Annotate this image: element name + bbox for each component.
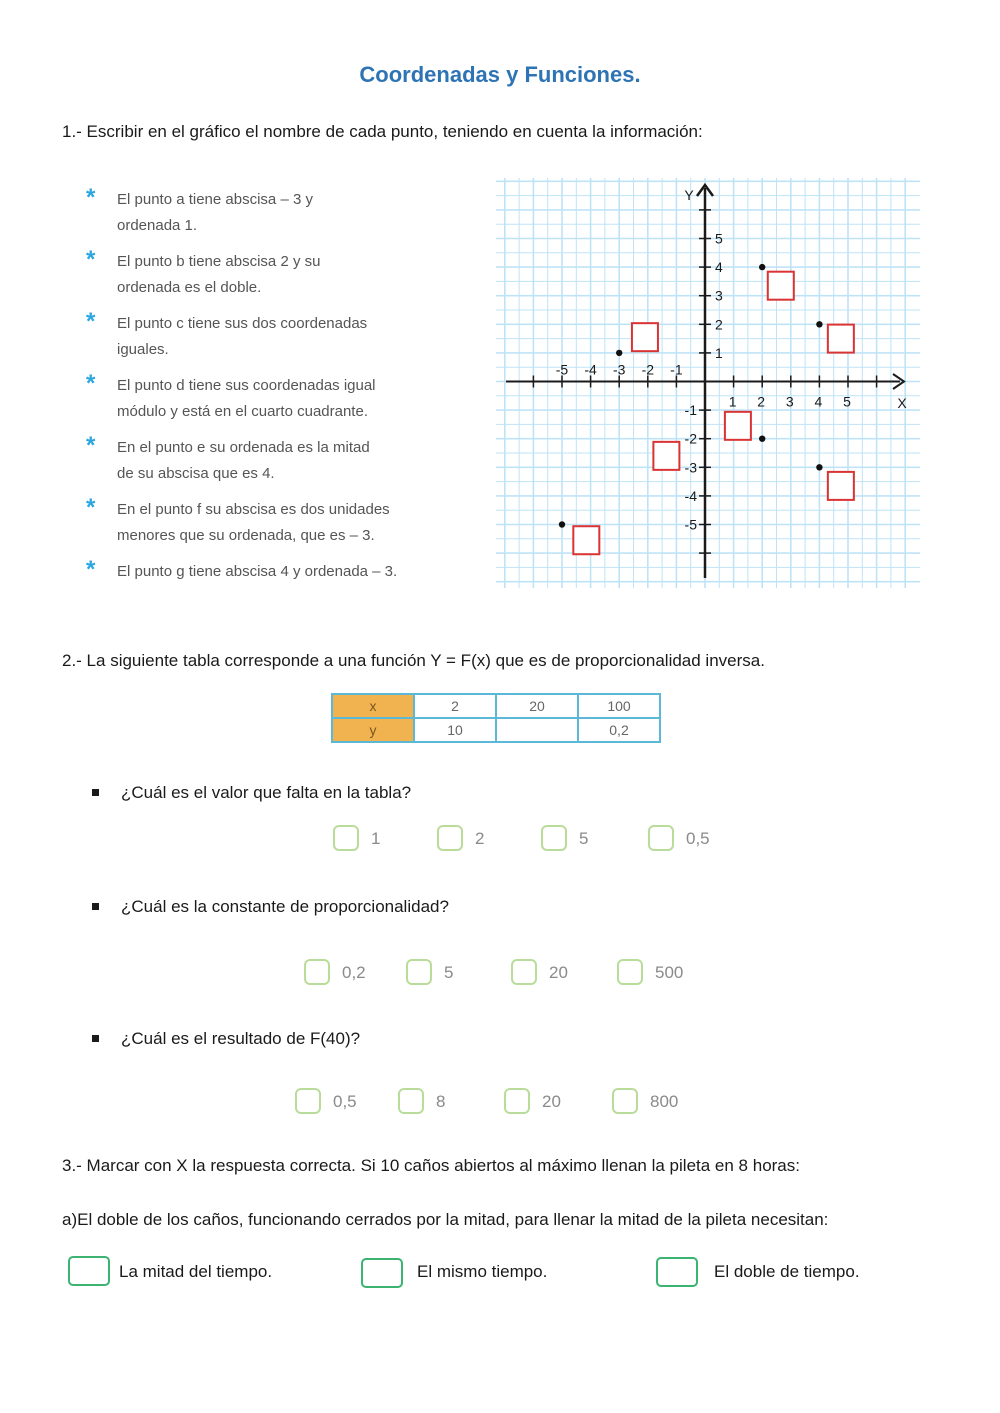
answer-box[interactable] <box>653 442 679 470</box>
point <box>759 264 765 270</box>
q2-question-3: ¿Cuál es el resultado de F(40)? <box>121 1029 361 1048</box>
bullet-icon <box>92 903 99 910</box>
option-label: 0,5 <box>333 1092 357 1111</box>
option-checkbox[interactable] <box>612 1088 638 1114</box>
x-tick-label: -1 <box>670 361 683 378</box>
q2-prompt: 2.- La siguiente tabla corresponde a una función Y = F(x) que es de proporcionalidad inversa. <box>62 651 765 670</box>
option-label: 2 <box>475 829 485 848</box>
q3-sub-prompt: a)El doble de los caños, funcionando cerrados por la mitad, para llenar la mitad de la pileta necesitan: <box>62 1210 829 1229</box>
q3-option-checkbox[interactable] <box>361 1258 403 1288</box>
x-tick-label: -2 <box>641 361 655 378</box>
star-icon: * <box>86 184 96 211</box>
clue-line: En el punto f su abscisa es dos unidades <box>117 501 390 518</box>
option-checkbox[interactable] <box>398 1088 424 1114</box>
option-label: 20 <box>542 1092 561 1111</box>
clue-line: El punto d tiene sus coordenadas igual <box>117 377 376 394</box>
star-icon: * <box>86 308 96 335</box>
option-checkbox[interactable] <box>617 959 643 985</box>
clue-line: ordenada 1. <box>117 217 198 234</box>
q3-option-label: La mitad del tiempo. <box>119 1262 273 1281</box>
clue-line: En el punto e su ordenada es la mitad <box>117 439 370 456</box>
y-tick-label: -4 <box>684 487 697 504</box>
q3-option-checkbox[interactable] <box>68 1256 110 1286</box>
x-tick-label: -3 <box>612 361 626 378</box>
point <box>616 350 622 356</box>
x-tick-label: -5 <box>555 361 569 378</box>
q3-option-label: El mismo tiempo. <box>417 1262 548 1281</box>
missing-value-cell <box>496 718 578 742</box>
q3-option-checkbox[interactable] <box>656 1257 698 1287</box>
page-title: Coordenadas y Funciones. <box>359 62 641 87</box>
x-tick-label: 5 <box>843 393 851 410</box>
y-tick-label: 5 <box>715 230 723 247</box>
x-tick-label: 3 <box>785 393 794 410</box>
star-icon: * <box>86 556 96 583</box>
clue-line: de su abscisa que es 4. <box>117 465 275 482</box>
q2-question-2: ¿Cuál es la constante de proporcionalidad? <box>121 897 449 916</box>
y-tick-label: 2 <box>715 316 723 333</box>
table-cell: 100 <box>578 694 660 718</box>
answer-box[interactable] <box>725 412 751 440</box>
clue-line: iguales. <box>117 341 169 358</box>
option-checkbox[interactable] <box>648 825 674 851</box>
answer-box[interactable] <box>768 272 794 300</box>
option-checkbox[interactable] <box>511 959 537 985</box>
option-checkbox[interactable] <box>406 959 432 985</box>
answer-box[interactable] <box>573 526 599 554</box>
option-label: 5 <box>444 963 454 982</box>
y-tick-label: -2 <box>684 430 697 447</box>
star-icon: * <box>86 494 96 521</box>
coordinate-plane <box>490 172 926 594</box>
table-cell: 10 <box>414 718 496 742</box>
answer-box[interactable] <box>828 325 854 353</box>
option-checkbox[interactable] <box>504 1088 530 1114</box>
y-header-cell: y <box>332 718 414 742</box>
table-cell: 20 <box>496 694 578 718</box>
table-row <box>332 694 660 718</box>
point <box>759 436 765 442</box>
option-checkbox[interactable] <box>437 825 463 851</box>
star-icon: * <box>86 370 96 397</box>
clue-line: menores que su ordenada, que es – 3. <box>117 527 375 544</box>
option-label: 0,2 <box>342 963 366 982</box>
bullet-icon <box>92 789 99 796</box>
option-label: 5 <box>579 829 589 848</box>
y-tick-label: -5 <box>684 516 697 533</box>
answer-box[interactable] <box>632 323 658 351</box>
clue-line: ordenada es el doble. <box>117 279 262 296</box>
function-table <box>331 693 661 743</box>
y-axis-label: Y <box>684 187 694 203</box>
point <box>816 464 822 470</box>
q2-question-1: ¿Cuál es el valor que falta en la tabla? <box>121 783 412 802</box>
option-label: 0,5 <box>686 829 710 848</box>
y-tick-label: -1 <box>684 402 697 419</box>
answer-boxes <box>573 272 854 555</box>
table-cell: 0,2 <box>578 718 660 742</box>
option-label: 8 <box>436 1092 446 1111</box>
clue-line: módulo y está en el cuarto cuadrante. <box>117 403 368 420</box>
point <box>816 321 822 327</box>
q3-option-label: El doble de tiempo. <box>714 1262 860 1281</box>
x-header-cell: x <box>332 694 414 718</box>
option-label: 20 <box>549 963 568 982</box>
x-tick-label: 4 <box>814 393 823 410</box>
option-label: 1 <box>371 829 381 848</box>
axes <box>506 185 904 578</box>
x-tick-label: -4 <box>584 361 597 378</box>
option-label: 500 <box>655 963 684 982</box>
q1-prompt: 1.- Escribir en el gráfico el nombre de cada punto, teniendo en cuenta la información: <box>62 122 703 141</box>
x-tick-label: 2 <box>757 393 766 410</box>
option-checkbox[interactable] <box>295 1088 321 1114</box>
clue-line: El punto a tiene abscisa – 3 y <box>117 191 313 208</box>
x-tick-label: 1 <box>728 393 737 410</box>
star-icon: * <box>86 246 96 273</box>
q3-prompt: 3.- Marcar con X la respuesta correcta. Si 10 caños abiertos al máximo llenan la pileta en 8 horas: <box>62 1156 800 1175</box>
option-label: 800 <box>650 1092 679 1111</box>
point <box>559 521 565 527</box>
option-checkbox[interactable] <box>304 959 330 985</box>
option-checkbox[interactable] <box>541 825 567 851</box>
clue-line: El punto c tiene sus dos coordenadas <box>117 315 368 332</box>
clue-line: El punto b tiene abscisa 2 y su <box>117 253 321 270</box>
x-axis-label: X <box>897 395 907 411</box>
clue-line: El punto g tiene abscisa 4 y ordenada – 3. <box>117 563 398 580</box>
bullet-icon <box>92 1035 99 1042</box>
y-tick-label: 3 <box>715 287 723 304</box>
y-tick-label: 4 <box>715 259 723 276</box>
y-tick-label: -3 <box>684 459 697 476</box>
star-icon: * <box>86 432 96 459</box>
option-checkbox[interactable] <box>333 825 359 851</box>
table-cell: 2 <box>414 694 496 718</box>
y-tick-label: 1 <box>715 344 723 361</box>
table-row <box>332 718 660 742</box>
answer-box[interactable] <box>828 472 854 500</box>
